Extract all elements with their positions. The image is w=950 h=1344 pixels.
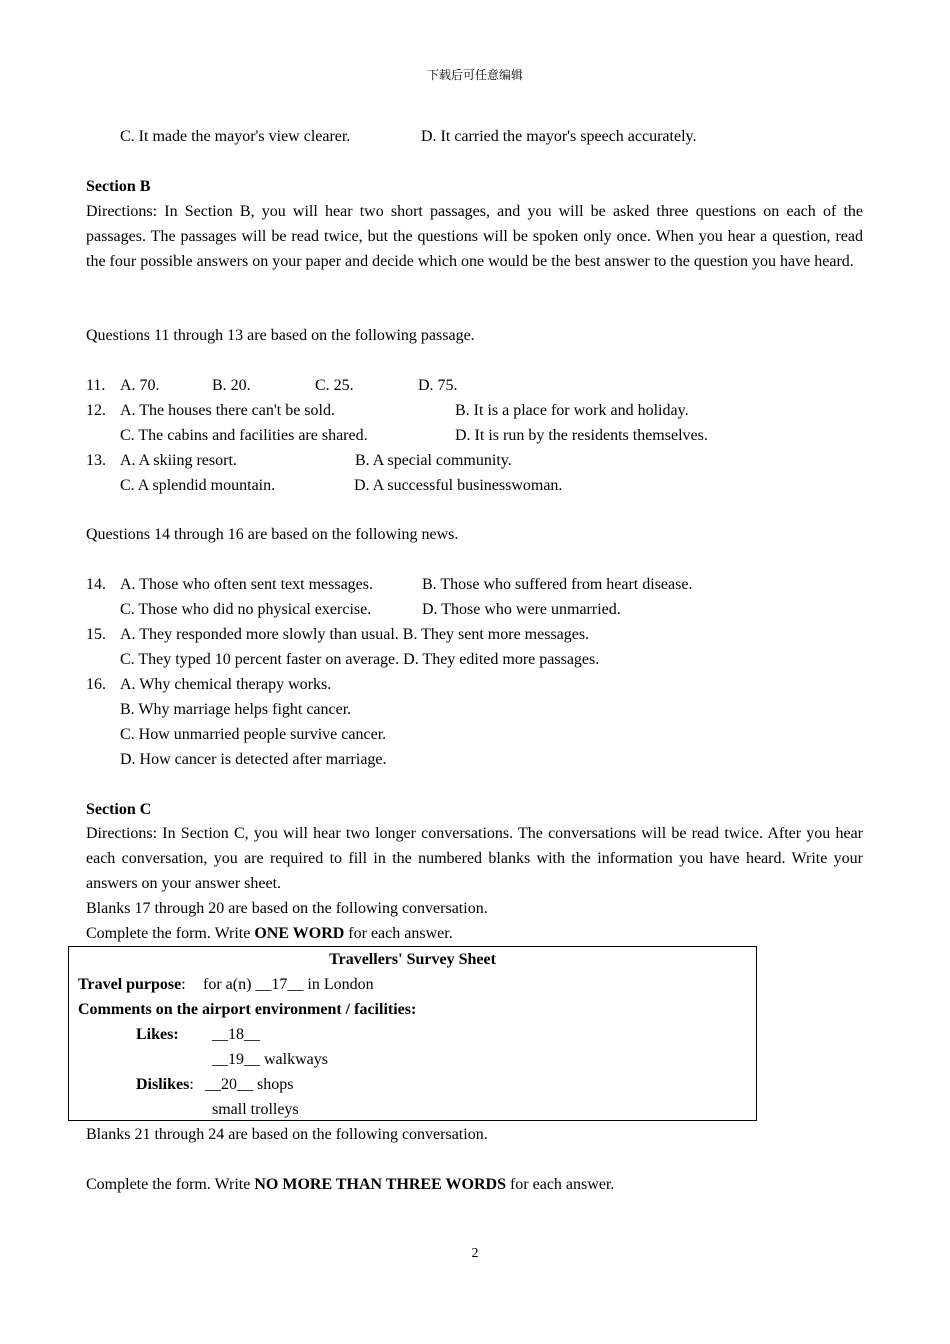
section-b-directions: Directions: In Section B, you will hear two short passages, and you will be asked three questions on each of the passages. The passages will be read twice, but the questions will be spoken only once. When you hear a question, read the four possible answers on your paper and decide which one would be the best answer to the question you have heard.	[86, 203, 863, 270]
q14-option-c: C. Those who did no physical exercise.	[120, 601, 372, 618]
form-like-2: __19__ walkways	[212, 1051, 328, 1068]
form-like-1: __18__	[212, 1026, 260, 1043]
q12-option-d: D. It is run by the residents themselves.	[455, 427, 708, 444]
q14-option-a: A. Those who often sent text messages.	[120, 576, 373, 593]
q15-options-ab: A. They responded more slowly than usual. B. They sent more messages.	[120, 626, 590, 643]
form-dislike-1: __20__ shops	[205, 1076, 294, 1093]
q12-option-c: C. The cabins and facilities are shared.	[120, 427, 368, 444]
q15-number: 15.	[86, 626, 106, 643]
form-comments-heading: Comments on the airport environment / facilities:	[78, 1001, 417, 1018]
q13-option-a: A. A skiing resort.	[120, 452, 237, 469]
q13-option-b: B. A special community.	[355, 452, 512, 469]
q13-option-c: C. A splendid mountain.	[120, 477, 276, 494]
q11-option-c: C. 25.	[315, 377, 354, 394]
q16-option-b: B. Why marriage helps fight cancer.	[120, 701, 352, 718]
section-b-title: Section B	[86, 178, 151, 195]
q12-number: 12.	[86, 402, 106, 419]
section-c-directions: Directions: In Section C, you will hear two longer conversations. The conversations will be read twice. After you hear each conversation, you are required to fill in the numbered blanks with the information you have heard. Write your answers on your answer sheet.	[86, 825, 863, 892]
q16-number: 16.	[86, 676, 106, 693]
form-dislike-2: small trolleys	[212, 1101, 299, 1118]
section-b-intro-1: Questions 11 through 13 are based on the following passage.	[86, 327, 475, 344]
blanks-17-20-intro: Blanks 17 through 20 are based on the following conversation.	[86, 900, 488, 917]
q14-option-b: B. Those who suffered from heart disease.	[422, 576, 693, 593]
q10-option-c: C. It made the mayor's view clearer.	[120, 128, 351, 145]
q14-number: 14.	[86, 576, 106, 593]
q11-option-b: B. 20.	[212, 377, 251, 394]
section-c-title: Section C	[86, 801, 152, 818]
form-dislikes-label: Dislikes:	[136, 1076, 194, 1093]
q13-option-d: D. A successful businesswoman.	[354, 477, 563, 494]
form-title: Travellers' Survey Sheet	[329, 951, 496, 968]
q10-option-d: D. It carried the mayor's speech accurately.	[421, 128, 697, 145]
q11-option-a: A. 70.	[120, 377, 160, 394]
complete-form-instruction-1: Complete the form. Write ONE WORD for each answer.	[86, 925, 453, 942]
form-likes-label: Likes:	[136, 1026, 179, 1043]
q14-option-d: D. Those who were unmarried.	[422, 601, 621, 618]
q11-number: 11.	[86, 377, 106, 394]
q12-option-a: A. The houses there can't be sold.	[120, 402, 335, 419]
q16-option-c: C. How unmarried people survive cancer.	[120, 726, 387, 743]
q13-number: 13.	[86, 452, 106, 469]
q16-option-a: A. Why chemical therapy works.	[120, 676, 332, 693]
q15-options-cd: C. They typed 10 percent faster on average. D. They edited more passages.	[120, 651, 600, 668]
section-b-intro-2: Questions 14 through 16 are based on the following news.	[86, 526, 459, 543]
q11-option-d: D. 75.	[418, 377, 458, 394]
page-number: 2	[471, 1246, 479, 1261]
form-travel-purpose-value: for a(n) __17__ in London	[203, 976, 374, 993]
form-travel-purpose: Travel purpose:	[78, 976, 186, 993]
complete-form-instruction-2: Complete the form. Write NO MORE THAN THREE WORDS for each answer.	[86, 1176, 615, 1193]
q12-option-b: B. It is a place for work and holiday.	[455, 402, 689, 419]
page-header-watermark: 下载后可任意编辑	[426, 68, 523, 82]
q16-option-d: D. How cancer is detected after marriage.	[120, 751, 387, 768]
blanks-21-24-intro: Blanks 21 through 24 are based on the following conversation.	[86, 1126, 488, 1143]
